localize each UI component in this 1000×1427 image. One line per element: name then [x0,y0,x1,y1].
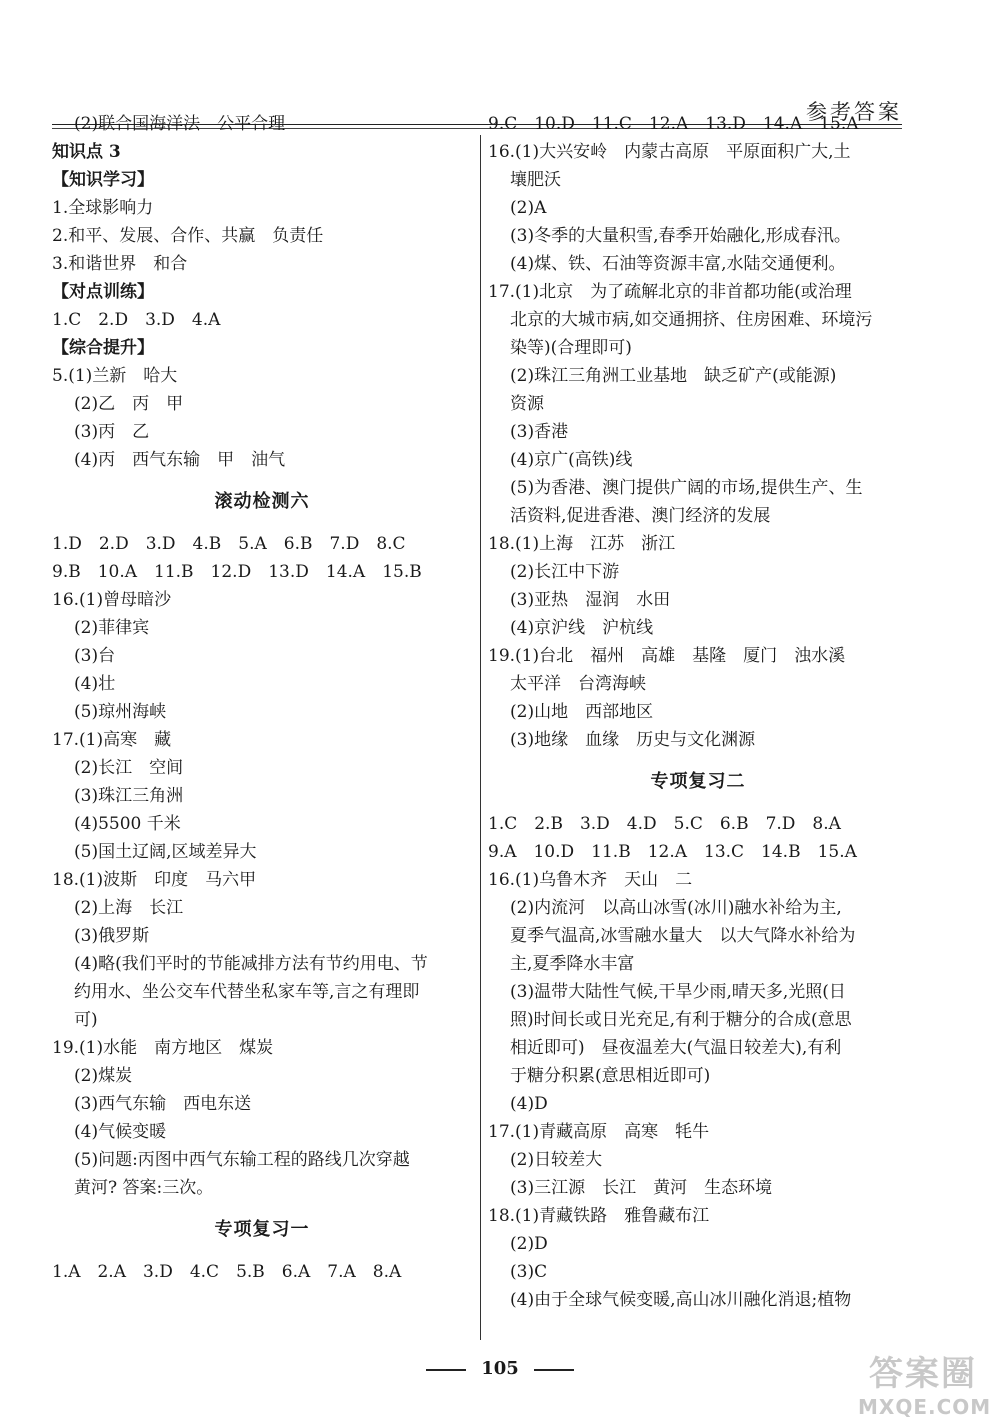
answer-line: 染等)(合理即可) [510,338,632,358]
section-heading: 【知识学习】 [52,170,154,190]
section-heading: 知识点 3 [52,142,121,162]
answer-line: 相近即可) 昼夜温差大(气温日较差大),有利 [510,1038,842,1058]
answer-line: 19.(1)台北 福州 高雄 基隆 厦门 浊水溪 [488,646,846,666]
answer-line: 16.(1)大兴安岭 内蒙古高原 平原面积广大,土 [488,142,851,162]
answer-line: (3)丙 乙 [74,422,150,442]
answer-line: (5)国土辽阔,区域差异大 [74,842,257,862]
answer-line: 可) [74,1010,98,1030]
answer-line: 18.(1)上海 江苏 浙江 [488,534,676,554]
answer-line: (2)长江中下游 [510,562,620,582]
answer-line: (4)D [510,1094,548,1114]
answer-line: (3)C [510,1262,548,1282]
section-heading: 【综合提升】 [52,338,154,358]
right-column [488,110,908,1314]
answer-line: 1.全球影响力 [52,198,154,218]
answer-line: 活资料,促进香港、澳门经济的发展 [510,506,771,526]
left-column [52,110,472,1286]
section-title: 专项复习二 [650,771,746,792]
answer-line: 18.(1)青藏铁路 雅鲁藏布江 [488,1206,710,1226]
answer-line: (5)为香港、澳门提供广阔的市场,提供生产、生 [510,478,863,498]
footer-ornament-right [534,1369,574,1371]
answer-line: (2)长江 空间 [74,758,184,778]
header-title: 参考答案 [806,100,902,124]
answer-line: 9.C 10.D 11.C 12.A 13.D 14.A 15.A [488,114,859,134]
footer-ornament-left [426,1369,466,1371]
answer-line: (4)气候变暖 [74,1122,167,1142]
answer-line: 约用水、坐公交车代替坐私家车等,言之有理即 [74,982,420,1002]
answer-line: (4)壮 [74,674,116,694]
watermark-domain: MXQE.COM [858,1395,992,1419]
answer-line: (3)温带大陆性气候,干旱少雨,晴天多,光照(日 [510,982,846,1002]
answer-line: (2)乙 丙 甲 [74,394,184,414]
answer-line: 17.(1)青藏高原 高寒 牦牛 [488,1122,710,1142]
watermark-logo: 答案圈 [869,1354,977,1394]
answer-line: (2)珠江三角洲工业基地 缺乏矿产(或能源) [510,366,837,386]
answer-line: (2)联合国海洋法 公平合理 [74,114,286,134]
answer-line: 1.D 2.D 3.D 4.B 5.A 6.B 7.D 8.C [52,534,406,554]
answer-line: (3)台 [74,646,116,666]
answer-line: 3.和谐世界 和合 [52,254,188,274]
answer-line: (2)内流河 以高山冰雪(冰川)融水补给为主, [510,898,842,918]
answer-line: (3)亚热 湿润 水田 [510,590,671,610]
answer-line: 太平洋 台湾海峡 [510,674,646,694]
answer-line: (4)5500 千米 [74,814,181,834]
answer-line: (4)京广(高铁)线 [510,450,633,470]
answer-line: 9.A 10.D 11.B 12.A 13.C 14.B 15.A [488,842,857,862]
section-heading: 【对点训练】 [52,282,154,302]
answer-line: 资源 [510,394,544,414]
answer-line: (3)冬季的大量积雪,春季开始融化,形成春汛。 [510,226,851,246]
answer-line: (5)问题:丙图中西气东输工程的路线几次穿越 [74,1150,410,1170]
answer-line: 于糖分积累(意思相近即可) [510,1066,711,1086]
answer-line: 18.(1)波斯 印度 马六甲 [52,870,257,890]
answer-line: (2)山地 西部地区 [510,702,654,722]
answer-line: (4)京沪线 沪杭线 [510,618,654,638]
answer-line: 5.(1)兰新 哈大 [52,366,178,386]
answer-line: 照)时间长或日光充足,有利于糖分的合成(意思 [510,1010,852,1030]
answer-line: (2)日较差大 [510,1150,603,1170]
answer-line: (2)煤炭 [74,1066,133,1086]
answer-line: 1.C 2.B 3.D 4.D 5.C 6.B 7.D 8.A [488,814,841,834]
answer-line: (3)俄罗斯 [74,926,150,946]
answer-line: (5)琼州海峡 [74,702,167,722]
answer-line: (3)珠江三角洲 [74,786,184,806]
section-title: 滚动检测六 [214,491,310,512]
answer-line: (2)D [510,1234,548,1254]
answer-line: 壤肥沃 [510,170,561,190]
answer-line: 17.(1)北京 为了疏解北京的非首都功能(或治理 [488,282,852,302]
answer-line: (4)煤、铁、石油等资源丰富,水陆交通便利。 [510,254,846,274]
answer-line: (2)A [510,198,547,218]
answer-line: 1.A 2.A 3.D 4.C 5.B 6.A 7.A 8.A [52,1262,402,1282]
footer [0,1358,1000,1379]
answer-line: 16.(1)曾母暗沙 [52,590,172,610]
section-title: 专项复习一 [214,1219,310,1240]
answer-line: (2)上海 长江 [74,898,184,918]
answer-line: 夏季气温高,冰雪融水量大 以大气降水补给为 [510,926,856,946]
answer-line: (4)丙 西气东输 甲 油气 [74,450,286,470]
answer-line: 17.(1)高寒 藏 [52,730,172,750]
answer-line: 2.和平、发展、合作、共赢 负责任 [52,226,324,246]
column-divider [480,135,481,1340]
answer-line: 1.C 2.D 3.D 4.A [52,310,221,330]
answer-line: (3)香港 [510,422,569,442]
answer-line: 9.B 10.A 11.B 12.D 13.D 14.A 15.B [52,562,422,582]
answer-line: (4)由于全球气候变暖,高山冰川融化消退;植物 [510,1290,852,1310]
answer-line: 主,夏季降水丰富 [510,954,635,974]
answer-line: (2)菲律宾 [74,618,150,638]
answer-line: 黄河? 答案:三次。 [74,1178,214,1198]
answer-line: (4)略(我们平时的节能减排方法有节约用电、节 [74,954,428,974]
answer-line: (3)三江源 长江 黄河 生态环境 [510,1178,773,1198]
answer-line: (3)西气东输 西电东送 [74,1094,252,1114]
answer-line: (3)地缘 血缘 历史与文化渊源 [510,730,756,750]
page-number: 105 [481,1358,519,1379]
answer-line: 北京的大城市病,如交通拥挤、住房困难、环境污 [510,310,873,330]
answer-line: 19.(1)水能 南方地区 煤炭 [52,1038,274,1058]
answer-line: 16.(1)乌鲁木齐 天山 二 [488,870,693,890]
watermark [858,1346,992,1419]
